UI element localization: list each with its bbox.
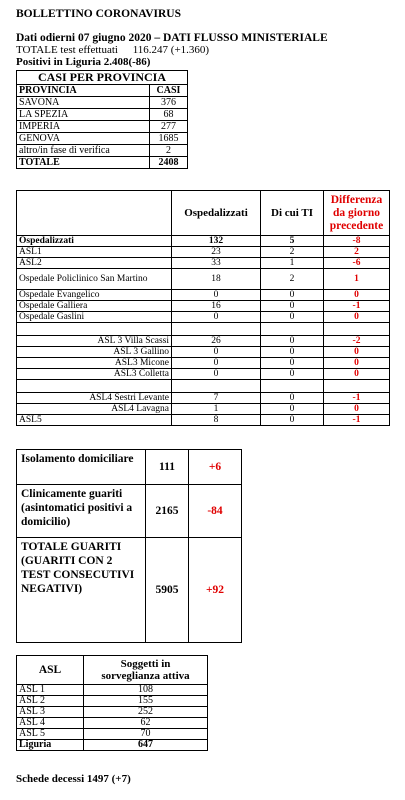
diff-value: 1 [324, 269, 390, 290]
province-cases: 68 [150, 109, 188, 121]
hospital-name: ASL4 Sestri Levante [17, 393, 172, 404]
stat-value: 111 [146, 450, 189, 485]
stat-diff: +92 [189, 538, 242, 643]
hospital-name: ASL3 Micone [17, 358, 172, 369]
spacer-row [17, 380, 390, 393]
asl-col-header: ASL [17, 656, 84, 685]
hospital-name: Ospedale Evangelico [17, 290, 172, 301]
province-total-label: TOTALE [17, 157, 150, 169]
province-row [17, 145, 188, 157]
stat-label: Clinicamente guariti (asintomatici positivi a domicilio) [17, 485, 146, 538]
hospital-row [17, 347, 390, 358]
hospital-name [17, 323, 172, 336]
stat-row [17, 538, 242, 643]
hospital-row [17, 236, 390, 247]
province-cases: 2 [150, 145, 188, 157]
hospitalized-value: 0 [172, 369, 261, 380]
asl-value: 62 [84, 718, 208, 729]
province-name: IMPERIA [17, 121, 150, 133]
icu-value: 0 [261, 347, 324, 358]
totale-test-line [16, 44, 209, 56]
asl-value: 155 [84, 696, 208, 707]
icu-col-header: Di cui TI [261, 191, 324, 236]
hospital-name: ASL2 [17, 258, 172, 269]
asl-value: 252 [84, 707, 208, 718]
diff-value: -6 [324, 258, 390, 269]
asl-row [17, 729, 208, 740]
hospital-name: ASL1 [17, 247, 172, 258]
hospital-row [17, 369, 390, 380]
hospitalized-value: 7 [172, 393, 261, 404]
hospitalized-value: 0 [172, 312, 261, 323]
icu-value: 0 [261, 393, 324, 404]
diff-value: 0 [324, 358, 390, 369]
positivi-line: Positivi in Liguria 2.408(-86) [16, 56, 151, 68]
province-row [17, 97, 188, 109]
diff-value: -2 [324, 336, 390, 347]
page-subtitle: Dati odierni 07 giugno 2020 – DATI FLUSSO MINISTERIALE [16, 32, 328, 44]
diff-value: -8 [324, 236, 390, 247]
hospital-row [17, 415, 390, 426]
province-name: GENOVA [17, 133, 150, 145]
asl-row [17, 707, 208, 718]
diff-value: 0 [324, 290, 390, 301]
icu-value: 2 [261, 247, 324, 258]
asl-name: ASL 2 [17, 696, 84, 707]
diff-value: -1 [324, 393, 390, 404]
hospitalized-col-header: Ospedalizzati [172, 191, 261, 236]
hospital-name: ASL3 Colletta [17, 369, 172, 380]
asl-row [17, 696, 208, 707]
page-title: BOLLETTINO CORONAVIRUS [16, 8, 181, 20]
hospitalized-value [172, 380, 261, 393]
asl-name: ASL 1 [17, 685, 84, 696]
asl-value: 70 [84, 729, 208, 740]
stats-table [16, 449, 242, 643]
hospital-row [17, 301, 390, 312]
cases-col-header: CASI [150, 85, 188, 97]
hospital-name: ASL 3 Gallino [17, 347, 172, 358]
icu-value [261, 323, 324, 336]
diff-col-header: Differenza da giorno precedente [324, 191, 390, 236]
hospital-row [17, 358, 390, 369]
icu-value [261, 380, 324, 393]
totale-test-label: TOTALE test effettuati [16, 44, 118, 56]
icu-value: 0 [261, 312, 324, 323]
hospital-row [17, 290, 390, 301]
asl-value: 108 [84, 685, 208, 696]
icu-value: 1 [261, 258, 324, 269]
surveillance-col-header: Soggetti in sorveglianza attiva [84, 656, 208, 685]
hospitalized-value: 1 [172, 404, 261, 415]
stat-label: Isolamento domiciliare [17, 450, 146, 485]
stat-diff: +6 [189, 450, 242, 485]
hospital-empty-header [17, 191, 172, 236]
icu-value: 0 [261, 290, 324, 301]
hospitalized-value: 8 [172, 415, 261, 426]
stat-diff: -84 [189, 485, 242, 538]
asl-surveillance-table [16, 655, 208, 751]
diff-value [324, 380, 390, 393]
stat-label: TOTALE GUARITI (GUARITI CON 2 TEST CONSECUTIVI NEGATIVI) [17, 538, 146, 643]
stat-row [17, 485, 242, 538]
province-col-header: PROVINCIA [17, 85, 150, 97]
hospitalized-value: 33 [172, 258, 261, 269]
hospitalized-value: 23 [172, 247, 261, 258]
asl-name: ASL 3 [17, 707, 84, 718]
diff-value: 0 [324, 369, 390, 380]
asl-row [17, 718, 208, 729]
hospitalized-value: 16 [172, 301, 261, 312]
province-name: altro/in fase di verifica [17, 145, 150, 157]
province-row [17, 109, 188, 121]
diff-value: 0 [324, 312, 390, 323]
icu-value: 0 [261, 369, 324, 380]
hospitalized-value: 0 [172, 290, 261, 301]
icu-value: 0 [261, 404, 324, 415]
hospital-row [17, 269, 390, 290]
hospital-row [17, 393, 390, 404]
stat-value: 5905 [146, 538, 189, 643]
stat-row [17, 450, 242, 485]
hospital-table [16, 190, 390, 426]
hospital-name: ASL5 [17, 415, 172, 426]
hospital-row [17, 312, 390, 323]
hospitalized-value: 132 [172, 236, 261, 247]
icu-value: 5 [261, 236, 324, 247]
asl-total-label: Liguria [17, 740, 84, 751]
province-cases: 1685 [150, 133, 188, 145]
hospital-name: ASL 3 Villa Scassi [17, 336, 172, 347]
province-name: LA SPEZIA [17, 109, 150, 121]
diff-value: 2 [324, 247, 390, 258]
hospital-name: ASL4 Lavagna [17, 404, 172, 415]
hospitalized-value: 0 [172, 358, 261, 369]
icu-value: 0 [261, 358, 324, 369]
spacer-row [17, 323, 390, 336]
hospital-name: Ospedalizzati [17, 236, 172, 247]
diff-value: 0 [324, 404, 390, 415]
diff-value: -1 [324, 415, 390, 426]
asl-name: ASL 4 [17, 718, 84, 729]
hospitalized-value [172, 323, 261, 336]
decessi-line: Schede decessi 1497 (+7) [16, 773, 131, 785]
hospital-name: Ospedale Gaslini [17, 312, 172, 323]
diff-value: -1 [324, 301, 390, 312]
hospitalized-value: 18 [172, 269, 261, 290]
asl-row [17, 685, 208, 696]
stat-value: 2165 [146, 485, 189, 538]
diff-value: 0 [324, 347, 390, 358]
province-cases: 376 [150, 97, 188, 109]
hospital-row [17, 258, 390, 269]
hospital-name [17, 380, 172, 393]
icu-value: 0 [261, 336, 324, 347]
icu-value: 0 [261, 415, 324, 426]
province-table [16, 70, 188, 169]
hospital-name: Ospedale Policlinico San Martino [17, 269, 172, 290]
totale-test-value: 116.247 (+1.360) [132, 44, 210, 56]
icu-value: 2 [261, 269, 324, 290]
hospital-name: Ospedale Galliera [17, 301, 172, 312]
province-row [17, 121, 188, 133]
hospitalized-value: 0 [172, 347, 261, 358]
province-name: SAVONA [17, 97, 150, 109]
diff-value [324, 323, 390, 336]
province-table-title: CASI PER PROVINCIA [17, 71, 188, 85]
province-row [17, 133, 188, 145]
asl-total-value: 647 [84, 740, 208, 751]
hospital-row [17, 404, 390, 415]
asl-name: ASL 5 [17, 729, 84, 740]
hospitalized-value: 26 [172, 336, 261, 347]
hospital-row [17, 247, 390, 258]
province-cases: 277 [150, 121, 188, 133]
hospital-row [17, 336, 390, 347]
province-total-value: 2408 [150, 157, 188, 169]
icu-value: 0 [261, 301, 324, 312]
